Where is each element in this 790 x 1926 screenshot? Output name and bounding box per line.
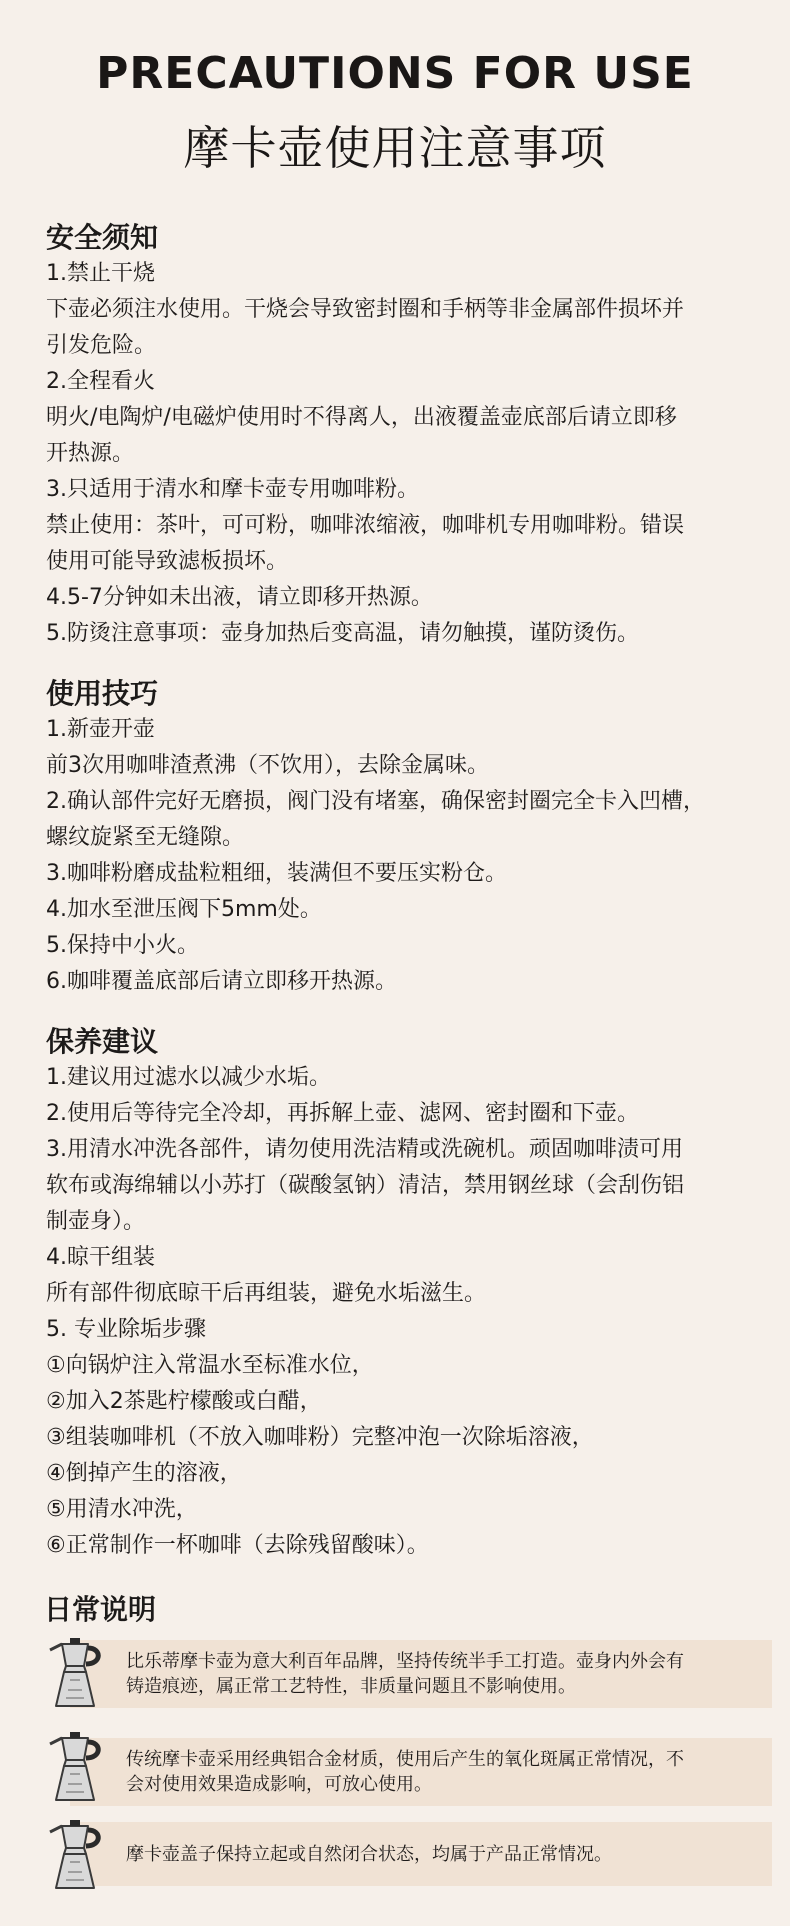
tips-line: 螺纹旋紧至无缝隙。 [46, 825, 245, 850]
care-line: 5. 专业除垢步骤 [46, 1317, 206, 1342]
daily-card [70, 1822, 772, 1886]
daily-card-line: 铸造痕迹，属正常工艺特性，非质量问题且不影响使用。 [126, 1676, 576, 1697]
care-line: 所有部件彻底晾干后再组装，避免水垢滋生。 [46, 1281, 487, 1306]
moka-pot-icon [40, 1818, 110, 1894]
page-title-english: PRECAUTIONS FOR USE [96, 48, 694, 99]
safety-line: 3.只适用于清水和摩卡壶专用咖啡粉。 [46, 477, 419, 502]
daily-card [70, 1738, 772, 1806]
daily-card-line: 比乐蒂摩卡壶为意大利百年品牌，坚持传统半手工打造。壶身内外会有 [126, 1651, 684, 1672]
care-line: 2.使用后等待完全冷却，再拆解上壶、滤网、密封圈和下壶。 [46, 1101, 639, 1126]
care-line: ⑥正常制作一杯咖啡（去除残留酸味）。 [46, 1533, 429, 1558]
safety-line: 4.5-7分钟如未出液，请立即移开热源。 [46, 585, 433, 610]
daily-card-text [70, 1842, 634, 1867]
section-heading-care: 保养建议 [46, 1025, 159, 1058]
safety-line: 禁止使用：茶叶，可可粉，咖啡浓缩液，咖啡机专用咖啡粉。错误 [46, 513, 685, 538]
moka-pot-icon [40, 1730, 110, 1806]
safety-line: 5.防烫注意事项：壶身加热后变高温，请勿触摸，谨防烫伤。 [46, 621, 639, 646]
section-daily [44, 1592, 774, 1628]
main-content [46, 220, 752, 1564]
section-heading-safety: 安全须知 [46, 221, 159, 254]
tips-line: 6.咖啡覆盖底部后请立即移开热源。 [46, 969, 397, 994]
tips-line: 3.咖啡粉磨成盐粒粗细，装满但不要压实粉仓。 [46, 861, 507, 886]
section-care [46, 1024, 752, 1564]
daily-card-text [70, 1649, 706, 1699]
moka-pot-icon [40, 1636, 110, 1712]
safety-line: 使用可能导致滤板损坏。 [46, 549, 289, 574]
safety-line: 引发危险。 [46, 333, 157, 358]
tips-line: 2.确认部件完好无磨损，阀门没有堵塞，确保密封圈完全卡入凹槽， [46, 789, 705, 814]
tips-line: 4.加水至泄压阀下5mm处。 [46, 897, 322, 922]
safety-line: 2.全程看火 [46, 369, 155, 394]
daily-card [70, 1640, 772, 1708]
safety-line: 1.禁止干烧 [46, 261, 155, 286]
care-line: ⑤用清水冲洗， [46, 1497, 198, 1522]
daily-card-line: 摩卡壶盖子保持立起或自然闭合状态，均属于产品正常情况。 [126, 1843, 612, 1865]
safety-line: 明火/电陶炉/电磁炉使用时不得离人，出液覆盖壶底部后请立即移 [46, 405, 677, 430]
tips-line: 前3次用咖啡渣煮沸（不饮用），去除金属味。 [46, 753, 489, 778]
tips-line: 1.新壶开壶 [46, 717, 155, 742]
safety-line: 下壶必须注水使用。干烧会导致密封圈和手柄等非金属部件损坏并 [46, 297, 685, 322]
section-tips [46, 676, 752, 1000]
care-line: 软布或海绵辅以小苏打（碳酸氢钠）清洁，禁用钢丝球（会刮伤铝 [46, 1173, 685, 1198]
section-heading-tips: 使用技巧 [46, 677, 159, 710]
safety-line: 开热源。 [46, 441, 135, 466]
tips-line: 5.保持中小火。 [46, 933, 199, 958]
section-heading-daily: 日常说明 [44, 1593, 157, 1626]
care-line: ③组装咖啡机（不放入咖啡粉）完整冲泡一次除垢溶液， [46, 1425, 594, 1450]
page-title-chinese: 摩卡壶使用注意事项 [183, 121, 607, 175]
section-safety [46, 220, 752, 652]
daily-card-line: 传统摩卡壶采用经典铝合金材质，使用后产生的氧化斑属正常情况，不 [126, 1749, 684, 1770]
care-line: ④倒掉产生的溶液， [46, 1461, 242, 1486]
care-line: 1.建议用过滤水以减少水垢。 [46, 1065, 331, 1090]
daily-card-text [70, 1747, 706, 1797]
care-line: ①向锅炉注入常温水至标准水位， [46, 1353, 374, 1378]
daily-card-line: 会对使用效果造成影响，可放心使用。 [126, 1774, 432, 1795]
care-line: 3.用清水冲洗各部件，请勿使用洗洁精或洗碗机。顽固咖啡渍可用 [46, 1137, 683, 1162]
care-line: 制壶身）。 [46, 1209, 146, 1234]
care-line: 4.晾干组装 [46, 1245, 155, 1270]
care-line: ②加入2茶匙柠檬酸或白醋， [46, 1389, 322, 1414]
